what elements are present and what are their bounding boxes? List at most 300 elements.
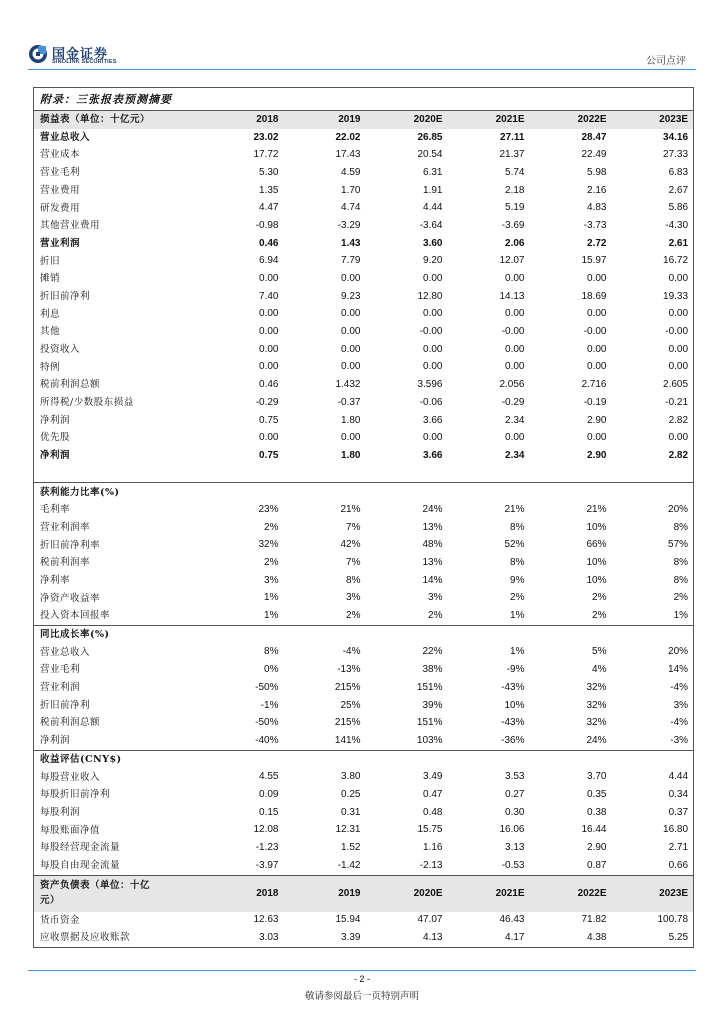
row-value: 0.00 — [259, 432, 279, 444]
row-value: 3.66 — [423, 414, 443, 426]
row-value: 215% — [334, 681, 361, 693]
row-label: 营业成本 — [40, 149, 81, 161]
row-value: 1% — [264, 592, 279, 604]
row-value: -3.29 — [337, 219, 361, 231]
row-value: 0.00 — [423, 343, 443, 355]
row-value: 3.60 — [423, 237, 443, 249]
row-value: 2.34 — [505, 449, 525, 461]
row-value: 2.06 — [505, 237, 525, 249]
row-value: 2.056 — [499, 379, 525, 391]
row-value: 46.43 — [499, 914, 525, 926]
row-label: 每股账面净值 — [40, 824, 101, 836]
row-label: 净利润 — [40, 450, 71, 462]
row-value: 0.00 — [668, 343, 689, 355]
row-value: 3.03 — [259, 932, 279, 944]
row-value: -0.06 — [419, 396, 443, 408]
spacer-row — [34, 465, 694, 483]
row-label: 折旧前净利 — [40, 699, 91, 711]
row-value: 48% — [422, 539, 443, 551]
row-value: 0.00 — [668, 361, 689, 373]
row-value: 0.31 — [341, 806, 361, 818]
table-row — [34, 288, 694, 306]
row-value: 0.15 — [259, 806, 279, 818]
row-value: 7% — [346, 521, 361, 533]
row-value: 32% — [586, 699, 607, 711]
row-value: 1.16 — [423, 842, 443, 854]
row-label: 税前利润总额 — [40, 379, 101, 391]
row-value: 0.00 — [587, 432, 607, 444]
table-row — [34, 164, 694, 182]
appendix-title: 附录：三张报表预测摘要 — [34, 88, 694, 111]
year-header: 2023E — [612, 875, 694, 912]
row-value: 0.00 — [423, 308, 443, 320]
footer-divider — [28, 970, 696, 971]
row-value: 3.70 — [587, 771, 607, 783]
section-header-label — [34, 875, 202, 912]
row-value: 21% — [340, 503, 361, 515]
row-value: 71.82 — [581, 914, 607, 926]
row-value: -50% — [255, 717, 279, 729]
row-value: 39% — [422, 699, 443, 711]
company-name-cn: 国金证券 — [52, 46, 109, 61]
year-header: 2022E — [530, 111, 612, 129]
row-value: 4.13 — [423, 932, 443, 944]
table-row — [34, 341, 694, 359]
row-value: 0.27 — [505, 788, 525, 800]
row-value: 16.44 — [581, 824, 607, 836]
row-label: 折旧前净利率 — [40, 539, 101, 551]
row-value: 0.00 — [505, 308, 525, 320]
row-value: 2.16 — [587, 184, 607, 196]
row-value: 22.02 — [335, 131, 361, 143]
sinolink-logo-icon — [28, 44, 48, 64]
row-label: 每股利润 — [40, 806, 81, 818]
row-label: 每股经营现金流量 — [40, 842, 121, 854]
row-value: -36% — [501, 734, 525, 746]
row-value: 0.00 — [587, 343, 607, 355]
footer-disclaimer: 敬请参阅最后一页特别声明 — [304, 991, 419, 1002]
row-value: 17.72 — [253, 149, 279, 161]
section-header-row — [34, 483, 694, 501]
table-row — [34, 359, 694, 377]
row-value: 27.11 — [500, 131, 525, 143]
row-value: 15.94 — [335, 914, 361, 926]
table-row — [34, 697, 694, 715]
row-label: 营业利润率 — [40, 521, 91, 533]
row-value: 8% — [264, 646, 279, 658]
row-value: 34.16 — [663, 131, 689, 143]
row-value: 0.00 — [341, 326, 361, 338]
row-value: 38% — [422, 664, 443, 676]
row-value: 0.25 — [341, 788, 361, 800]
table-row — [34, 253, 694, 271]
row-value: 5.30 — [259, 166, 279, 178]
row-label: 货币资金 — [40, 914, 81, 926]
row-value: 2.90 — [587, 414, 607, 426]
row-value: 100.78 — [657, 914, 689, 926]
row-value: 151% — [416, 717, 443, 729]
row-value: 2% — [428, 610, 443, 622]
row-value: 0.00 — [259, 361, 279, 373]
table-row — [34, 554, 694, 572]
row-value: 1.70 — [341, 184, 361, 196]
row-value: 0.00 — [505, 432, 525, 444]
row-value: 8% — [510, 521, 525, 533]
row-value: -0.00 — [419, 326, 443, 338]
row-value: 0.46 — [259, 237, 279, 249]
row-value: 2.82 — [668, 414, 689, 426]
section-header-row — [34, 625, 694, 643]
table-row — [34, 857, 694, 875]
row-value: 4.59 — [341, 166, 361, 178]
row-value: 3.66 — [423, 449, 443, 461]
row-value: 21% — [586, 503, 607, 515]
row-label: 净利润 — [40, 735, 71, 747]
row-value: -3.73 — [583, 219, 607, 231]
row-value: 5.25 — [668, 932, 689, 944]
row-label: 每股折旧前净利 — [40, 789, 111, 801]
row-value: 1.35 — [259, 184, 279, 196]
table-row — [34, 537, 694, 555]
table-row — [34, 182, 694, 200]
report-type: 公司点评 — [646, 56, 686, 67]
row-label: 摊销 — [40, 273, 61, 285]
row-value: 1% — [673, 610, 689, 622]
row-value: 4.55 — [259, 771, 279, 783]
table-row — [34, 323, 694, 341]
table-row — [34, 590, 694, 608]
row-value: 0.00 — [423, 432, 443, 444]
table-row — [34, 661, 694, 679]
row-value: 21% — [504, 503, 525, 515]
row-value: 3% — [346, 592, 361, 604]
table-row — [34, 786, 694, 804]
section-header-label: 收益评估(CNY$) — [34, 750, 694, 768]
row-value: 3.80 — [341, 771, 361, 783]
row-label: 每股自由现金流量 — [40, 859, 121, 871]
row-value: 0.00 — [505, 343, 525, 355]
table-row — [34, 394, 694, 412]
row-label: 折旧前净利 — [40, 290, 91, 302]
table-row — [34, 679, 694, 697]
row-value: 10% — [586, 574, 607, 586]
row-value: 0.00 — [341, 273, 361, 285]
row-value: 0.00 — [423, 361, 443, 373]
row-label: 税前利润率 — [40, 557, 91, 569]
row-value: 6.83 — [668, 166, 689, 178]
row-value: 0.00 — [587, 273, 607, 285]
page-header — [0, 0, 724, 72]
row-value: 52% — [504, 539, 525, 551]
row-value: 0.00 — [505, 273, 525, 285]
row-value: 22.49 — [581, 149, 607, 161]
table-row — [34, 607, 694, 625]
row-value: -4% — [670, 717, 689, 729]
row-value: 19.33 — [663, 290, 689, 302]
row-value: 0.00 — [505, 361, 525, 373]
table-row — [34, 644, 694, 662]
section-header-row — [34, 750, 694, 768]
section-header-label: 损益表（单位：十亿元） — [34, 111, 202, 129]
row-value: 6.31 — [423, 166, 443, 178]
row-value: 103% — [416, 734, 443, 746]
row-value: -0.00 — [583, 326, 607, 338]
table-row — [34, 912, 694, 930]
year-header: 2022E — [530, 875, 612, 912]
row-value: 32% — [586, 717, 607, 729]
table-row — [34, 501, 694, 519]
row-value: 10% — [504, 699, 525, 711]
row-value: 151% — [416, 681, 443, 693]
table-row — [34, 804, 694, 822]
row-value: 4% — [592, 664, 607, 676]
row-value: 5.74 — [505, 166, 525, 178]
row-label: 投资收入 — [40, 344, 81, 356]
row-value: 2.72 — [587, 237, 607, 249]
row-value: -9% — [506, 664, 525, 676]
row-value: -2.13 — [419, 859, 443, 871]
row-value: 2% — [592, 592, 607, 604]
row-value: 23.02 — [253, 131, 279, 143]
year-header: 2021E — [448, 111, 530, 129]
row-label: 营业毛利 — [40, 664, 81, 676]
section-header-row — [34, 875, 694, 912]
row-value: 2.71 — [668, 842, 689, 854]
row-value: 0.00 — [341, 361, 361, 373]
year-header: 2023E — [612, 111, 694, 129]
row-value: -1.23 — [255, 842, 279, 854]
page-number: - 2 - — [353, 974, 370, 984]
row-value: 3% — [264, 574, 279, 586]
row-value: 0.00 — [423, 273, 443, 285]
row-value: 0.09 — [259, 788, 279, 800]
row-label: 折旧 — [40, 255, 61, 267]
row-value: 0.00 — [668, 308, 689, 320]
row-value: 22% — [422, 646, 443, 658]
row-value: 0.35 — [587, 788, 607, 800]
row-label: 营业总收入 — [40, 646, 91, 658]
row-value: 0.00 — [259, 273, 279, 285]
row-value: 1.91 — [423, 184, 443, 196]
row-label: 其他营业费用 — [40, 220, 101, 232]
row-value: -4.30 — [665, 219, 689, 231]
year-header: 2020E — [366, 111, 448, 129]
row-value: 0.66 — [668, 859, 689, 871]
table-row — [34, 199, 694, 217]
row-value: 141% — [334, 734, 361, 746]
table-row — [34, 129, 694, 147]
row-value: 57% — [668, 539, 689, 551]
row-value: -43% — [501, 681, 525, 693]
row-value: 2.90 — [587, 449, 607, 461]
table-row — [34, 376, 694, 394]
row-value: 7% — [346, 557, 361, 569]
row-value: 15.97 — [581, 255, 607, 267]
row-value: 2% — [592, 610, 607, 622]
year-header: 2018 — [202, 111, 284, 129]
header-divider — [28, 69, 696, 70]
row-value: 13% — [422, 557, 443, 569]
row-label: 净利率 — [40, 574, 71, 586]
table-row — [34, 839, 694, 857]
row-value: 25% — [340, 699, 361, 711]
row-value: 20% — [668, 503, 689, 515]
table-row — [34, 235, 694, 253]
row-value: 1.80 — [341, 449, 361, 461]
year-header: 2018 — [202, 875, 284, 912]
row-label: 特例 — [40, 361, 61, 373]
row-value: 8% — [346, 574, 361, 586]
row-value: 3% — [428, 592, 443, 604]
row-value: 4.17 — [505, 932, 525, 944]
row-value: 0.00 — [341, 343, 361, 355]
row-label: 营业费用 — [40, 184, 81, 196]
row-value: 8% — [673, 574, 689, 586]
company-name-en: SINOLINK SECURITIES — [52, 59, 117, 65]
row-value: 26.85 — [417, 131, 443, 143]
row-value: 2% — [673, 592, 689, 604]
row-value: 0.00 — [668, 432, 689, 444]
row-value: 2% — [264, 557, 279, 569]
row-label: 研发费用 — [40, 202, 81, 214]
row-value: -13% — [337, 664, 361, 676]
table-row — [34, 447, 694, 465]
section-header-line2: 元） — [40, 894, 61, 906]
forecast-summary-table-wrapper — [33, 87, 693, 948]
row-value: 32% — [258, 539, 279, 551]
row-value: 5% — [592, 646, 607, 658]
row-value: 9.20 — [423, 255, 443, 267]
row-value: 24% — [586, 734, 607, 746]
row-value: 0.75 — [259, 449, 279, 461]
row-value: 1% — [510, 610, 525, 622]
row-value: 16.06 — [499, 824, 525, 836]
row-value: 20% — [668, 646, 689, 658]
row-value: 27.33 — [663, 149, 689, 161]
row-value: 0.00 — [341, 308, 361, 320]
row-value: 0% — [264, 664, 279, 676]
row-value: 1.52 — [341, 842, 361, 854]
row-label: 优先股 — [40, 432, 71, 444]
row-value: 0.00 — [587, 308, 607, 320]
row-value: 20.54 — [417, 149, 443, 161]
row-value: 16.72 — [663, 255, 689, 267]
row-value: 3% — [673, 699, 689, 711]
row-value: 7.40 — [259, 290, 279, 302]
section-header-label: 同比成长率(%) — [34, 625, 694, 643]
row-value: 5.98 — [587, 166, 607, 178]
row-value: 5.86 — [668, 202, 689, 214]
row-value: 2% — [264, 521, 279, 533]
year-header: 2019 — [284, 875, 366, 912]
row-value: 24% — [422, 503, 443, 515]
row-value: -43% — [501, 717, 525, 729]
row-value: 8% — [510, 557, 525, 569]
row-value: 0.30 — [505, 806, 525, 818]
row-value: -0.29 — [501, 396, 525, 408]
row-value: 12.07 — [499, 255, 525, 267]
row-value: 14.13 — [499, 290, 525, 302]
row-label: 应收票据及应收账款 — [40, 932, 131, 944]
row-value: 2.90 — [587, 842, 607, 854]
row-label: 营业利润 — [40, 237, 81, 249]
row-value: 12.31 — [335, 824, 361, 836]
row-value: 12.63 — [253, 914, 279, 926]
row-value: -3.97 — [255, 859, 279, 871]
row-value: 14% — [422, 574, 443, 586]
row-value: 4.83 — [587, 202, 607, 214]
forecast-summary-table — [33, 87, 694, 948]
row-value: 8% — [673, 557, 689, 569]
row-value: -0.21 — [665, 396, 689, 408]
row-value: -0.29 — [255, 396, 279, 408]
table-row — [34, 429, 694, 447]
row-label: 毛利率 — [40, 504, 71, 516]
row-value: 6.94 — [259, 255, 279, 267]
row-value: -3.64 — [419, 219, 443, 231]
row-value: 15.75 — [417, 824, 443, 836]
row-value: 16.80 — [663, 824, 689, 836]
row-value: 2.18 — [505, 184, 525, 196]
row-value: 5.19 — [505, 202, 525, 214]
row-value: 8% — [673, 521, 689, 533]
row-value: 215% — [334, 717, 361, 729]
row-value: 47.07 — [417, 914, 443, 926]
row-value: 2% — [510, 592, 525, 604]
row-value: 3.13 — [505, 842, 525, 854]
row-value: 1% — [264, 610, 279, 622]
row-value: -4% — [670, 681, 689, 693]
table-row — [34, 929, 694, 947]
row-value: -40% — [255, 734, 279, 746]
row-value: 4.44 — [668, 771, 689, 783]
row-value: 1.80 — [341, 414, 361, 426]
table-row — [34, 732, 694, 750]
row-value: 0.75 — [259, 414, 279, 426]
table-row — [34, 822, 694, 840]
row-value: -3% — [670, 734, 689, 746]
row-value: 2.716 — [581, 379, 607, 391]
row-value: -0.00 — [501, 326, 525, 338]
year-header: 2019 — [284, 111, 366, 129]
row-label: 利息 — [40, 308, 61, 320]
row-value: 0.00 — [587, 361, 607, 373]
row-value: 10% — [586, 557, 607, 569]
row-value: 3.53 — [505, 771, 525, 783]
row-value: -0.37 — [337, 396, 361, 408]
row-label: 税前利润总额 — [40, 717, 101, 729]
row-value: -4% — [342, 646, 361, 658]
row-value: -3.69 — [501, 219, 525, 231]
row-value: 3.49 — [423, 771, 443, 783]
company-logo — [28, 44, 132, 68]
row-value: 4.47 — [259, 202, 279, 214]
table-body — [34, 88, 694, 948]
row-value: 12.80 — [417, 290, 443, 302]
row-value: 7.79 — [341, 255, 361, 267]
row-value: 4.74 — [341, 202, 361, 214]
table-row — [34, 270, 694, 288]
row-value: 21.37 — [499, 149, 525, 161]
spacer-cell — [34, 465, 694, 483]
row-value: 0.46 — [259, 379, 279, 391]
row-value: 4.44 — [423, 202, 443, 214]
row-label: 净利润 — [40, 414, 71, 426]
section-header-row — [34, 111, 694, 129]
row-value: 0.34 — [668, 788, 689, 800]
row-value: 2.61 — [668, 237, 689, 249]
row-value: 3.39 — [341, 932, 361, 944]
